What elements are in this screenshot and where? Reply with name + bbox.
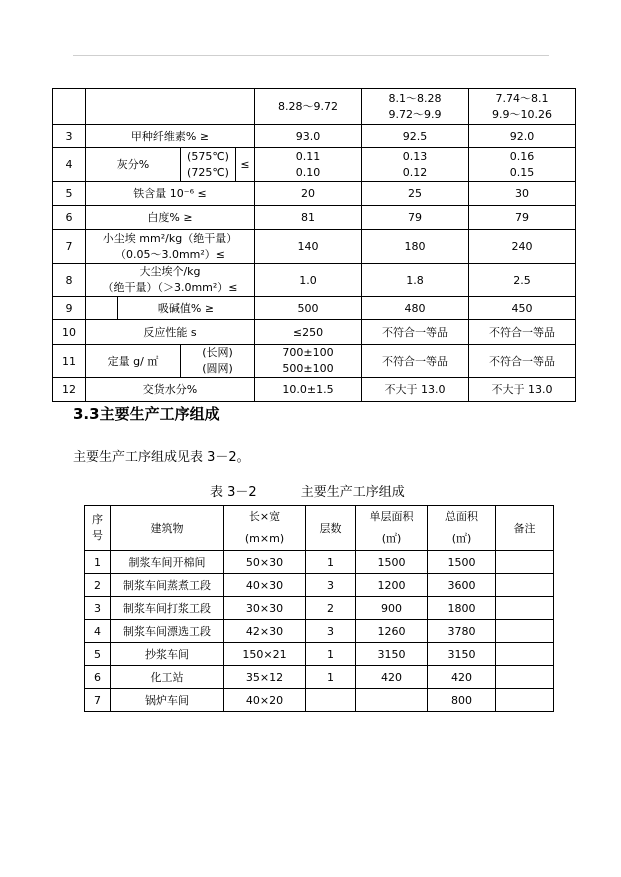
value-cell: 30 [469, 182, 576, 206]
no-cell: 12 [53, 378, 86, 402]
row-floors [306, 689, 356, 712]
table-row [53, 320, 576, 345]
item-sub-cell: ≤ [236, 148, 255, 182]
value-cell: 1.0 [255, 264, 362, 297]
row-building: 抄浆车间 [111, 643, 224, 666]
value-cell: 79 [362, 206, 469, 230]
no-cell: 9 [53, 297, 86, 320]
row-floors: 3 [306, 574, 356, 597]
row-no: 7 [85, 689, 111, 712]
table-row [85, 574, 554, 597]
section-paragraph: 主要生产工序组成见表 3－2。 [73, 450, 250, 465]
value-cell: 140 [255, 230, 362, 264]
header-total: 总面积 (㎡) [428, 506, 496, 551]
no-cell: 5 [53, 182, 86, 206]
value-cell: 240 [469, 230, 576, 264]
row-total: 1500 [428, 551, 496, 574]
value-cell: 81 [255, 206, 362, 230]
value-cell: 2.5 [469, 264, 576, 297]
row-no: 1 [85, 551, 111, 574]
table-row [85, 689, 554, 712]
row-note [496, 597, 554, 620]
no-cell: 8 [53, 264, 86, 297]
value-cell: 92.0 [469, 125, 576, 148]
row-floors: 2 [306, 597, 356, 620]
row-area [356, 689, 428, 712]
item-cell: 铁含量 10⁻⁶ ≤ [86, 182, 255, 206]
table-row [85, 620, 554, 643]
value-cell: 700±100 500±100 [255, 345, 362, 378]
row-no: 6 [85, 666, 111, 689]
no-cell [53, 89, 86, 125]
value-cell: 不符合一等品 [469, 320, 576, 345]
table-row [53, 378, 576, 402]
row-total: 420 [428, 666, 496, 689]
value-cell: 0.16 0.15 [469, 148, 576, 182]
table-header-row [85, 506, 554, 551]
value-cell: 450 [469, 297, 576, 320]
row-note [496, 551, 554, 574]
row-floors: 1 [306, 643, 356, 666]
value-cell: 0.13 0.12 [362, 148, 469, 182]
value-cell: 25 [362, 182, 469, 206]
header-size: 长×宽 (m×m) [224, 506, 306, 551]
row-area: 420 [356, 666, 428, 689]
row-floors: 1 [306, 551, 356, 574]
row-floors: 1 [306, 666, 356, 689]
item-sub-cell: (长网) (圆网) [181, 345, 255, 378]
header-rule [73, 55, 549, 56]
value-cell: 92.5 [362, 125, 469, 148]
table-row [85, 597, 554, 620]
table-row [53, 297, 576, 320]
value-cell: 0.11 0.10 [255, 148, 362, 182]
table-row [85, 551, 554, 574]
item-cell: 定量 g/ ㎡ [86, 345, 181, 378]
row-total: 1800 [428, 597, 496, 620]
item-cell: 交货水分% [86, 378, 255, 402]
table-row [53, 264, 576, 297]
value-cell: 1.8 [362, 264, 469, 297]
row-no: 3 [85, 597, 111, 620]
item-cell: 甲种纤维素% ≥ [86, 125, 255, 148]
row-size: 50×30 [224, 551, 306, 574]
row-no: 5 [85, 643, 111, 666]
row-area: 1260 [356, 620, 428, 643]
value-cell: 不大于 13.0 [469, 378, 576, 402]
item-cell: 反应性能 s [86, 320, 255, 345]
table-row [53, 148, 576, 182]
table-caption-number: 表 3－2 [210, 485, 257, 500]
row-building: 锅炉车间 [111, 689, 224, 712]
row-total: 3150 [428, 643, 496, 666]
no-cell: 10 [53, 320, 86, 345]
no-cell: 11 [53, 345, 86, 378]
row-building: 制浆车间打浆工段 [111, 597, 224, 620]
header-area: 单层面积 (㎡) [356, 506, 428, 551]
row-building: 化工站 [111, 666, 224, 689]
section-heading: 3.3主要生产工序组成 [73, 405, 220, 423]
value-cell: 8.28～9.72 [255, 89, 362, 125]
row-note [496, 689, 554, 712]
value-cell: 10.0±1.5 [255, 378, 362, 402]
row-total: 3780 [428, 620, 496, 643]
row-floors: 3 [306, 620, 356, 643]
row-note [496, 666, 554, 689]
row-building: 制浆车间蒸煮工段 [111, 574, 224, 597]
item-cell: 灰分% [86, 148, 181, 182]
value-cell: 480 [362, 297, 469, 320]
no-cell: 4 [53, 148, 86, 182]
row-size: 42×30 [224, 620, 306, 643]
row-size: 30×30 [224, 597, 306, 620]
value-cell: 20 [255, 182, 362, 206]
table-row [53, 230, 576, 264]
value-cell: ≤250 [255, 320, 362, 345]
item-cell: 小尘埃 mm²/kg（绝干量） （0.05～3.0mm²）≤ [86, 230, 255, 264]
value-cell: 不符合一等品 [469, 345, 576, 378]
value-cell: 不符合一等品 [362, 345, 469, 378]
value-cell: 180 [362, 230, 469, 264]
item-blank-cell [86, 297, 118, 320]
row-size: 40×20 [224, 689, 306, 712]
row-area: 900 [356, 597, 428, 620]
table-row [53, 182, 576, 206]
value-cell: 500 [255, 297, 362, 320]
row-building: 制浆车间开棉间 [111, 551, 224, 574]
item-cell: 吸碱值% ≥ [118, 297, 255, 320]
row-note [496, 643, 554, 666]
item-cell: 白度% ≥ [86, 206, 255, 230]
item-sub-cell: (575℃) (725℃) [181, 148, 236, 182]
row-area: 3150 [356, 643, 428, 666]
row-no: 2 [85, 574, 111, 597]
row-total: 3600 [428, 574, 496, 597]
row-area: 1200 [356, 574, 428, 597]
row-note [496, 620, 554, 643]
table-row [53, 89, 576, 125]
row-building: 制浆车间漂选工段 [111, 620, 224, 643]
item-cell [86, 89, 255, 125]
header-floors: 层数 [306, 506, 356, 551]
quality-spec-table [52, 88, 576, 402]
row-no: 4 [85, 620, 111, 643]
row-area: 1500 [356, 551, 428, 574]
table-row [53, 206, 576, 230]
row-note [496, 574, 554, 597]
header-note: 备注 [496, 506, 554, 551]
row-size: 35×12 [224, 666, 306, 689]
production-process-table [84, 505, 554, 712]
value-cell: 93.0 [255, 125, 362, 148]
no-cell: 3 [53, 125, 86, 148]
table-row [53, 345, 576, 378]
header-no: 序 号 [85, 506, 111, 551]
value-cell: 不大于 13.0 [362, 378, 469, 402]
header-building: 建筑物 [111, 506, 224, 551]
table-row [85, 666, 554, 689]
value-cell: 79 [469, 206, 576, 230]
row-size: 40×30 [224, 574, 306, 597]
no-cell: 7 [53, 230, 86, 264]
table-caption [210, 481, 405, 500]
table-row [85, 643, 554, 666]
value-cell: 8.1～8.28 9.72～9.9 [362, 89, 469, 125]
table-caption-title: 主要生产工序组成 [300, 485, 405, 500]
no-cell: 6 [53, 206, 86, 230]
value-cell: 7.74～8.1 9.9～10.26 [469, 89, 576, 125]
row-size: 150×21 [224, 643, 306, 666]
table-row [53, 125, 576, 148]
item-cell: 大尘埃个/kg （绝干量）（＞3.0mm²）≤ [86, 264, 255, 297]
value-cell: 不符合一等品 [362, 320, 469, 345]
row-total: 800 [428, 689, 496, 712]
